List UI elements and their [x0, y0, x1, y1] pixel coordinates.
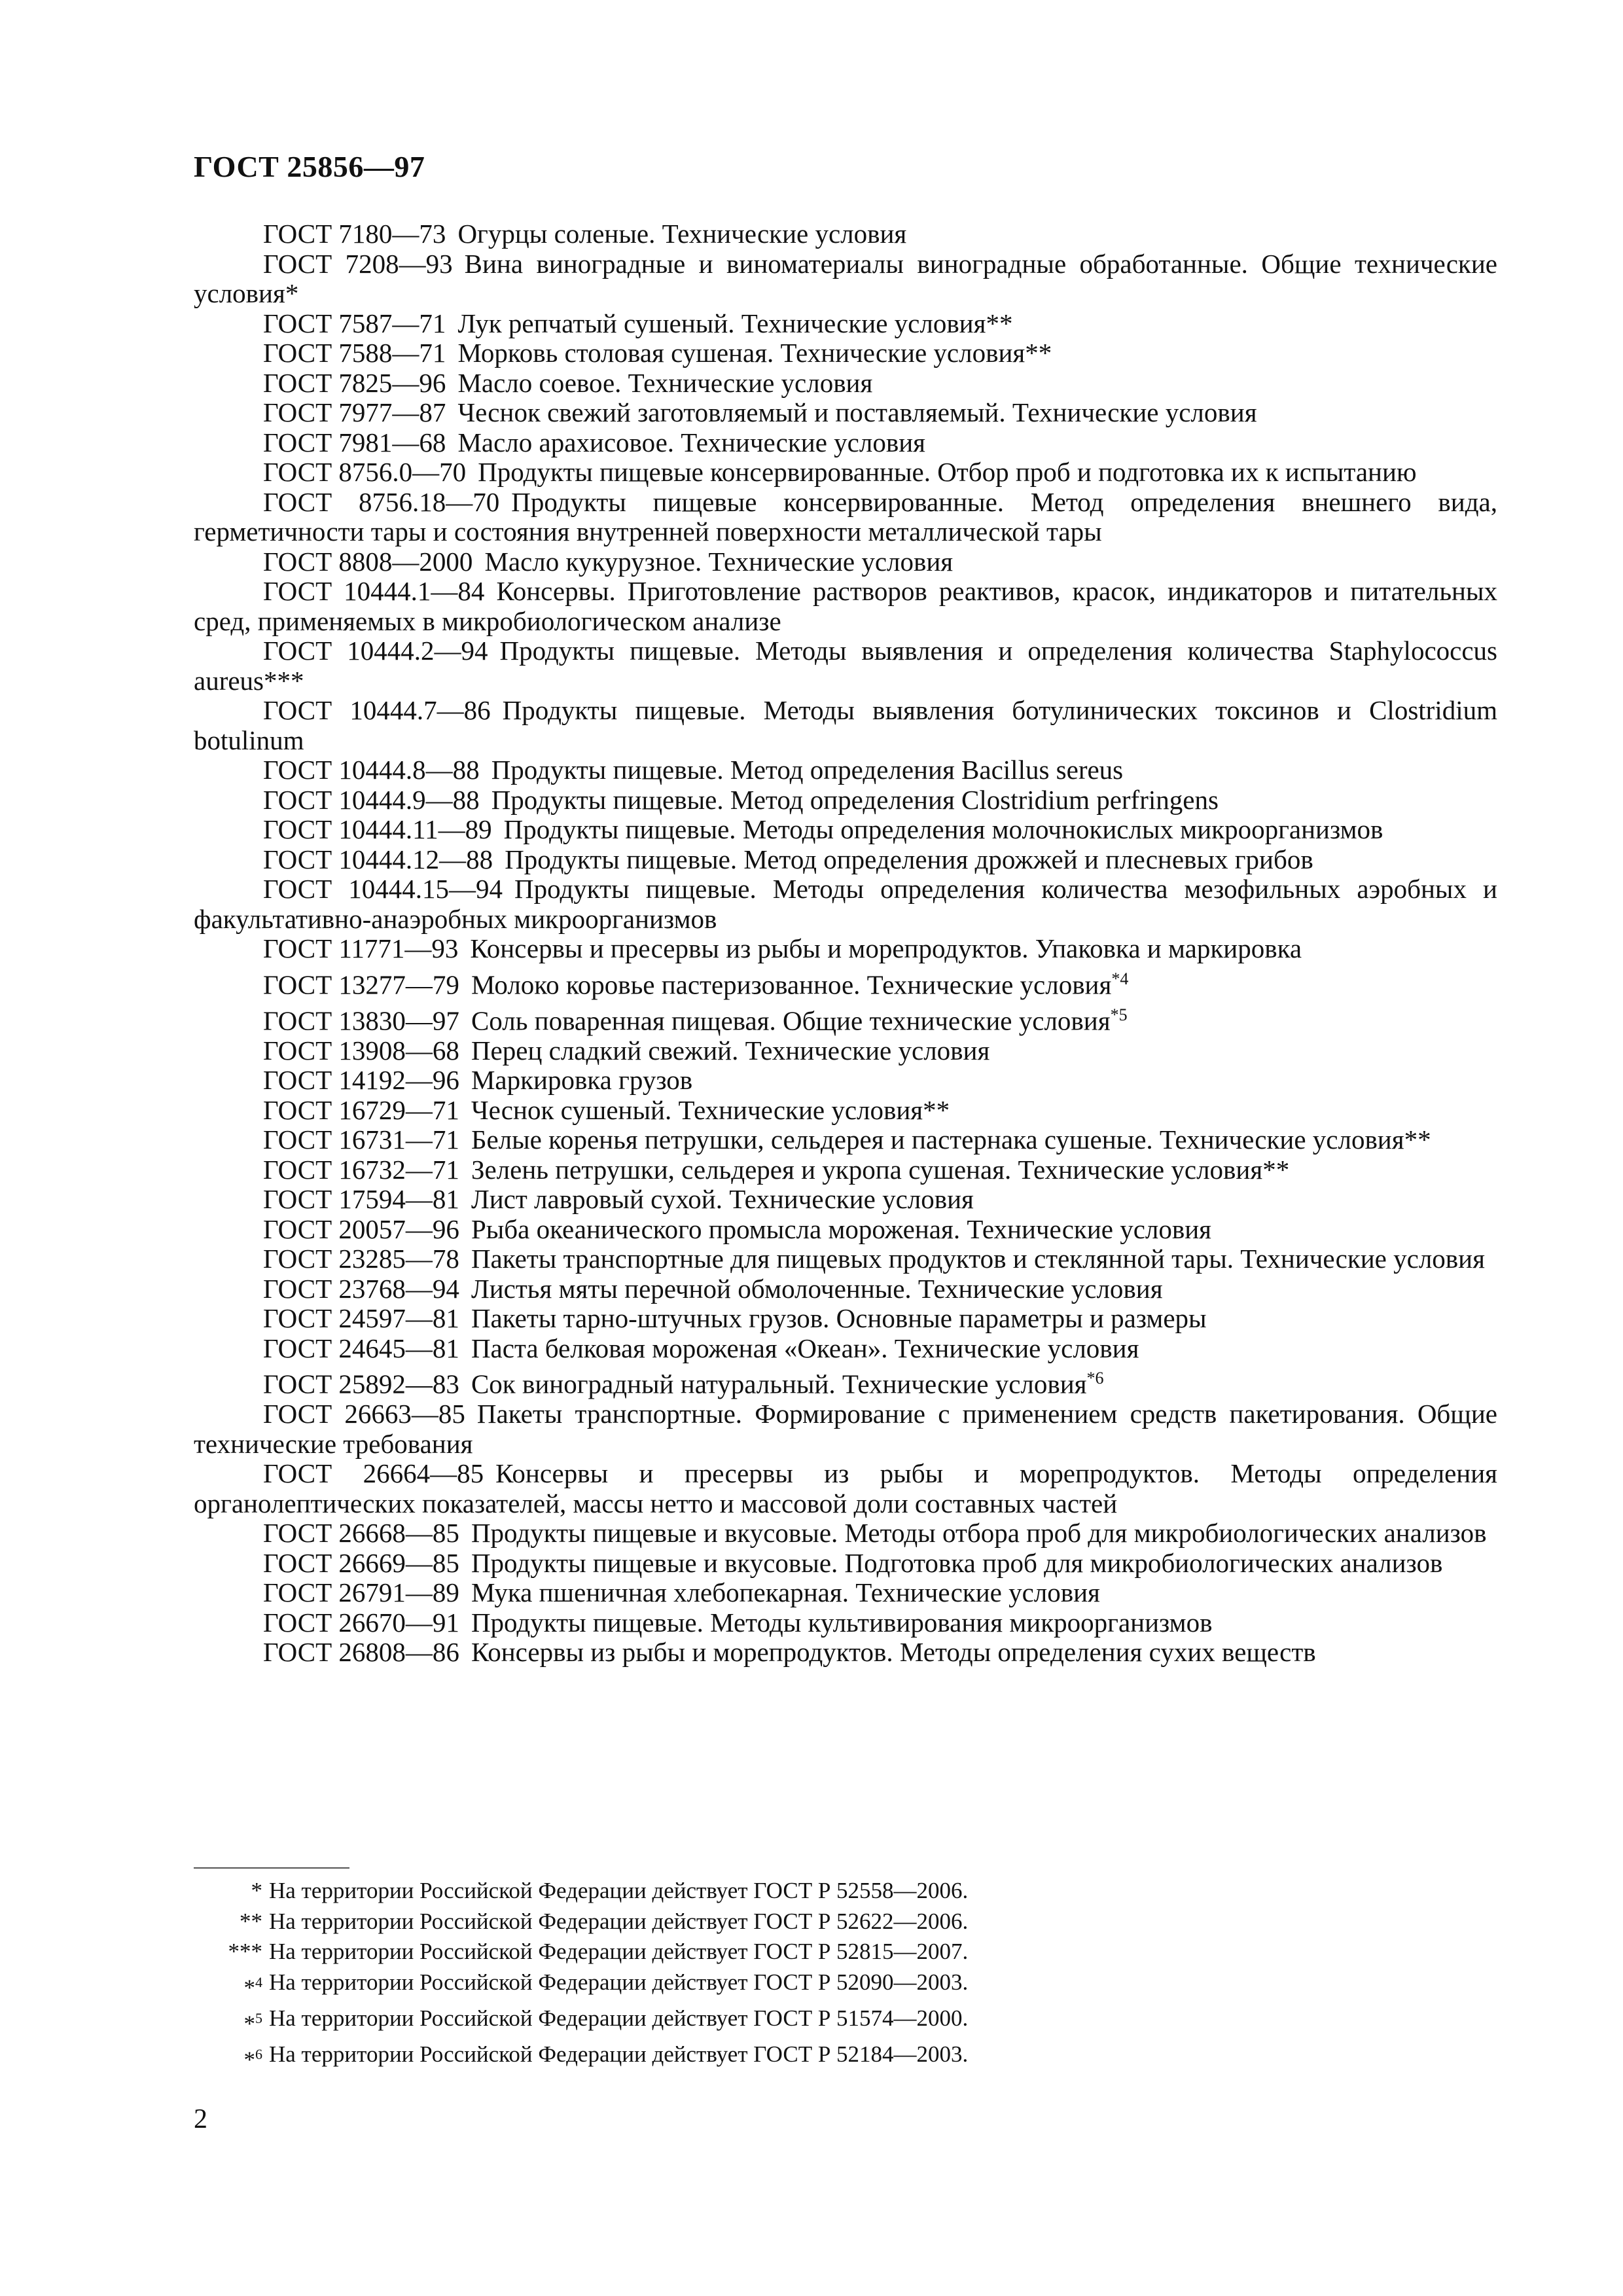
- standard-code: ГОСТ 8808—2000: [263, 546, 473, 577]
- standard-code: ГОСТ 26668—85: [263, 1518, 459, 1549]
- standard-title: Лист лавровый сухой. Технические условия: [471, 1184, 974, 1215]
- standard-code: ГОСТ 23285—78: [263, 1244, 459, 1274]
- standard-code: ГОСТ 10444.2—94: [263, 636, 488, 666]
- standard-code: ГОСТ 17594—81: [263, 1184, 459, 1215]
- footnote-text: На территории Российской Федерации действует ГОСТ Р 52622—2006.: [269, 1908, 969, 1934]
- reference-entry: [194, 1304, 1497, 1334]
- standard-code: ГОСТ 23768—94: [263, 1273, 459, 1304]
- standard-title: Масло соевое. Технические условия: [457, 367, 873, 398]
- standard-title: Зелень петрушки, сельдерея и укропа сушеная. Технические условия**: [471, 1154, 1290, 1185]
- standard-code: ГОСТ 7825—96: [263, 367, 446, 398]
- reference-entry: [194, 1036, 1497, 1066]
- footnote-text: На территории Российской Федерации действует ГОСТ Р 52815—2007.: [269, 1939, 969, 1964]
- reference-entry: [194, 696, 1497, 755]
- standard-title: Продукты пищевые. Методы культивирования микроорганизмов: [471, 1607, 1213, 1638]
- footnote-mark: [194, 1907, 269, 1937]
- normative-references-list: [194, 219, 1497, 1668]
- footnote-ref: *6: [1086, 1369, 1104, 1388]
- reference-entry: [194, 1244, 1497, 1274]
- footnote-asterisk: *: [243, 2011, 255, 2037]
- footnote: [194, 1876, 968, 1907]
- standard-code: ГОСТ 26808—86: [263, 1637, 459, 1668]
- reference-entry: [194, 1155, 1497, 1185]
- reference-entry: [194, 785, 1497, 816]
- standard-code: ГОСТ 25892—83: [263, 1369, 459, 1399]
- standard-code: ГОСТ 26663—85: [263, 1399, 465, 1429]
- reference-entry: [194, 428, 1497, 458]
- standard-code: ГОСТ 10444.9—88: [263, 784, 480, 815]
- reference-entry: [194, 338, 1497, 368]
- standard-title: Белые коренья петрушки, сельдерея и пастернака сушеные. Технические условия**: [471, 1124, 1431, 1155]
- page-number: 2: [194, 2104, 207, 2134]
- standard-title: Консервы и пресервы из рыбы и морепродуктов. Упаковка и маркировка: [470, 933, 1302, 963]
- standard-code: ГОСТ 16732—71: [263, 1154, 459, 1185]
- reference-entry: [194, 577, 1497, 636]
- footnote-mark: [194, 1937, 269, 1967]
- standard-title: Сок виноградный натуральный. Технические условия: [471, 1369, 1087, 1399]
- standard-title: Продукты пищевые. Методы определения молочнокислых микроорганизмов: [503, 814, 1383, 844]
- standard-title: Продукты пищевые и вкусовые. Подготовка проб для микробиологических анализов: [471, 1547, 1443, 1578]
- standard-title: Пакеты тарно-штучных грузов. Основные параметры и размеры: [471, 1303, 1207, 1334]
- standard-title: Продукты пищевые консервированные. Отбор проб и подготовка их к испытанию: [478, 457, 1417, 487]
- footnote-asterisk: *: [251, 1878, 262, 1903]
- reference-entry: [194, 1608, 1497, 1638]
- standard-code: ГОСТ 24597—81: [263, 1303, 459, 1334]
- footnote-number: 6: [255, 2045, 262, 2062]
- standard-code: ГОСТ 7977—87: [263, 397, 446, 427]
- standard-code: ГОСТ 8756.18—70: [263, 486, 500, 517]
- footnote-asterisk: **: [240, 1908, 262, 1934]
- standard-code: ГОСТ 10444.1—84: [263, 576, 485, 606]
- standard-title: Паста белковая мороженая «Океан». Технические условия: [471, 1333, 1139, 1363]
- reference-entry: [194, 547, 1497, 577]
- reference-entry: [194, 1363, 1497, 1399]
- standard-code: ГОСТ 7588—71: [263, 338, 446, 368]
- standard-code: ГОСТ 10444.12—88: [263, 844, 493, 874]
- footnote-asterisk: ***: [228, 1939, 262, 1964]
- standard-code: ГОСТ 11771—93: [263, 933, 459, 963]
- standard-title: Чеснок свежий заготовляемый и поставляемый. Технические условия: [457, 397, 1257, 427]
- footnote-ref: *4: [1111, 969, 1129, 988]
- standard-code: ГОСТ 16729—71: [263, 1094, 459, 1125]
- footnote-number: 5: [255, 2009, 262, 2026]
- standard-code: ГОСТ 7587—71: [263, 308, 446, 338]
- standard-code: ГОСТ 10444.7—86: [263, 695, 491, 725]
- standard-code: ГОСТ 13830—97: [263, 1005, 459, 1036]
- reference-entry: [194, 249, 1497, 309]
- reference-entry: [194, 755, 1497, 785]
- footnote-text: На территории Российской Федерации действует ГОСТ Р 51574—2000.: [269, 2005, 969, 2031]
- standard-title: Листья мяты перечной обмолоченные. Технические условия: [471, 1273, 1163, 1304]
- standard-title: Перец сладкий свежий. Технические условия: [471, 1035, 990, 1066]
- standard-code: ГОСТ 7180—73: [263, 219, 446, 249]
- standard-title: Масло арахисовое. Технические условия: [457, 427, 925, 457]
- standard-title: Маркировка грузов: [471, 1065, 693, 1096]
- footnote: [194, 2003, 968, 2039]
- footnote-text: На территории Российской Федерации действует ГОСТ Р 52090—2003.: [269, 1969, 969, 1995]
- standard-title: Продукты пищевые. Методы выявления ботулинических токсинов и Clostridium botulinum: [194, 695, 1497, 755]
- standard-code: ГОСТ 10444.15—94: [263, 874, 503, 904]
- footnote-mark: [194, 1967, 269, 2003]
- standard-title: Мука пшеничная хлебопекарная. Технические условия: [471, 1577, 1100, 1608]
- standard-code: ГОСТ 26670—91: [263, 1607, 459, 1638]
- footnote-mark: [194, 1876, 269, 1907]
- reference-entry: [194, 1066, 1497, 1096]
- standard-title: Лук репчатый сушеный. Технические условия**: [457, 308, 1013, 338]
- reference-entry: [194, 1518, 1497, 1549]
- reference-entry: [194, 488, 1497, 547]
- standard-code: ГОСТ 10444.11—89: [263, 814, 492, 844]
- standard-title: Пакеты транспортные для пищевых продуктов и стеклянной тары. Технические условия: [471, 1244, 1485, 1274]
- reference-entry: [194, 1096, 1497, 1126]
- reference-entry: [194, 1578, 1497, 1608]
- footnote-text: На территории Российской Федерации действует ГОСТ Р 52184—2003.: [269, 2041, 969, 2067]
- reference-entry: [194, 1215, 1497, 1245]
- footnote: [194, 1907, 968, 1937]
- reference-entry: [194, 1185, 1497, 1215]
- standard-title: Продукты пищевые. Метод определения Clostridium perfringens: [491, 784, 1219, 815]
- reference-entry: [194, 845, 1497, 875]
- standard-title: Консервы из рыбы и морепродуктов. Методы определения сухих веществ: [471, 1637, 1316, 1668]
- standard-title: Продукты пищевые. Методы определения количества мезофильных аэробных и факультативно-анаэробных микроорганизмов: [194, 874, 1497, 934]
- footnote: [194, 1937, 968, 1967]
- standard-title: Чеснок сушеный. Технические условия**: [471, 1094, 950, 1125]
- reference-entry: [194, 309, 1497, 339]
- reference-entry: [194, 1125, 1497, 1155]
- reference-entry: [194, 219, 1497, 249]
- standard-code: ГОСТ 14192—96: [263, 1065, 459, 1096]
- reference-entry: [194, 1000, 1497, 1036]
- reference-entry: [194, 457, 1497, 488]
- standard-title: Продукты пищевые. Метод определения дрожжей и плесневых грибов: [505, 844, 1313, 874]
- standard-title: Продукты пищевые консервированные. Метод определения внешнего вида, герметичности тары и состояния внутренней поверхности металлической тары: [194, 486, 1497, 547]
- standard-code: ГОСТ 16731—71: [263, 1124, 459, 1155]
- reference-entry: [194, 1334, 1497, 1364]
- footnote-number: 4: [255, 1973, 262, 1990]
- reference-entry: [194, 815, 1497, 845]
- footnote: [194, 1967, 968, 2003]
- reference-entry: [194, 934, 1497, 964]
- footnote-mark: [194, 2039, 269, 2075]
- reference-entry: [194, 398, 1497, 428]
- standard-title: Рыба океанического промысла мороженая. Технические условия: [471, 1213, 1212, 1244]
- standard-code: ГОСТ 8756.0—70: [263, 457, 467, 487]
- standard-title: Огурцы соленые. Технические условия: [457, 219, 907, 249]
- footnote-asterisk: *: [243, 2047, 255, 2073]
- standard-code: ГОСТ 10444.8—88: [263, 755, 480, 785]
- standard-code: ГОСТ 26664—85: [263, 1458, 484, 1489]
- standard-code: ГОСТ 24645—81: [263, 1333, 459, 1363]
- standard-code: ГОСТ 7981—68: [263, 427, 446, 457]
- standard-code: ГОСТ 13277—79: [263, 969, 459, 1000]
- footnotes-list: [194, 1876, 968, 2075]
- standard-code: ГОСТ 7208—93: [263, 248, 453, 279]
- standard-title: Соль поваренная пищевая. Общие технические условия: [471, 1005, 1111, 1036]
- document-header: ГОСТ 25856—97: [194, 150, 425, 183]
- standard-title: Масло кукурузное. Технические условия: [484, 546, 954, 577]
- reference-entry: [194, 1638, 1497, 1668]
- footnote-asterisk: *: [243, 1975, 255, 2001]
- standard-code: ГОСТ 20057—96: [263, 1213, 459, 1244]
- standard-code: ГОСТ 26669—85: [263, 1547, 459, 1578]
- standard-title: Вина виноградные и виноматериалы виноградные обработанные. Общие технические условия*: [194, 248, 1497, 308]
- standard-title: Молоко коровье пастеризованное. Технические условия: [471, 969, 1112, 1000]
- reference-entry: [194, 874, 1497, 934]
- reference-entry: [194, 1274, 1497, 1304]
- standard-title: Продукты пищевые. Метод определения Bacillus sereus: [491, 755, 1124, 785]
- standard-title: Продукты пищевые и вкусовые. Методы отбора проб для микробиологических анализов: [471, 1518, 1487, 1549]
- standard-title: Морковь столовая сушеная. Технические условия**: [457, 338, 1052, 368]
- standard-title: Продукты пищевые. Методы выявления и определения количества Staphylococcus aureus***: [194, 636, 1497, 696]
- reference-entry: [194, 368, 1497, 399]
- footnote-ref: *5: [1110, 1005, 1128, 1024]
- reference-entry: [194, 1459, 1497, 1518]
- footnote-separator: [194, 1867, 349, 1869]
- reference-entry: [194, 1549, 1497, 1579]
- reference-entry: [194, 964, 1497, 1000]
- footnote-mark: [194, 2003, 269, 2039]
- standard-title: Консервы. Приготовление растворов реактивов, красок, индикаторов и питательных сред, применяемых в микробиологическом анализе: [194, 576, 1497, 636]
- standard-title: Пакеты транспортные. Формирование с применением средств пакетирования. Общие технические требования: [194, 1399, 1497, 1459]
- footnote: [194, 2039, 968, 2075]
- standard-code: ГОСТ 26791—89: [263, 1577, 459, 1608]
- reference-entry: [194, 1399, 1497, 1459]
- reference-entry: [194, 636, 1497, 696]
- footnote-text: На территории Российской Федерации действует ГОСТ Р 52558—2006.: [269, 1878, 969, 1903]
- standard-title: Консервы и пресервы из рыбы и морепродуктов. Методы определения органолептических показателей, массы нетто и массовой доли составных частей: [194, 1458, 1498, 1518]
- standard-code: ГОСТ 13908—68: [263, 1035, 459, 1066]
